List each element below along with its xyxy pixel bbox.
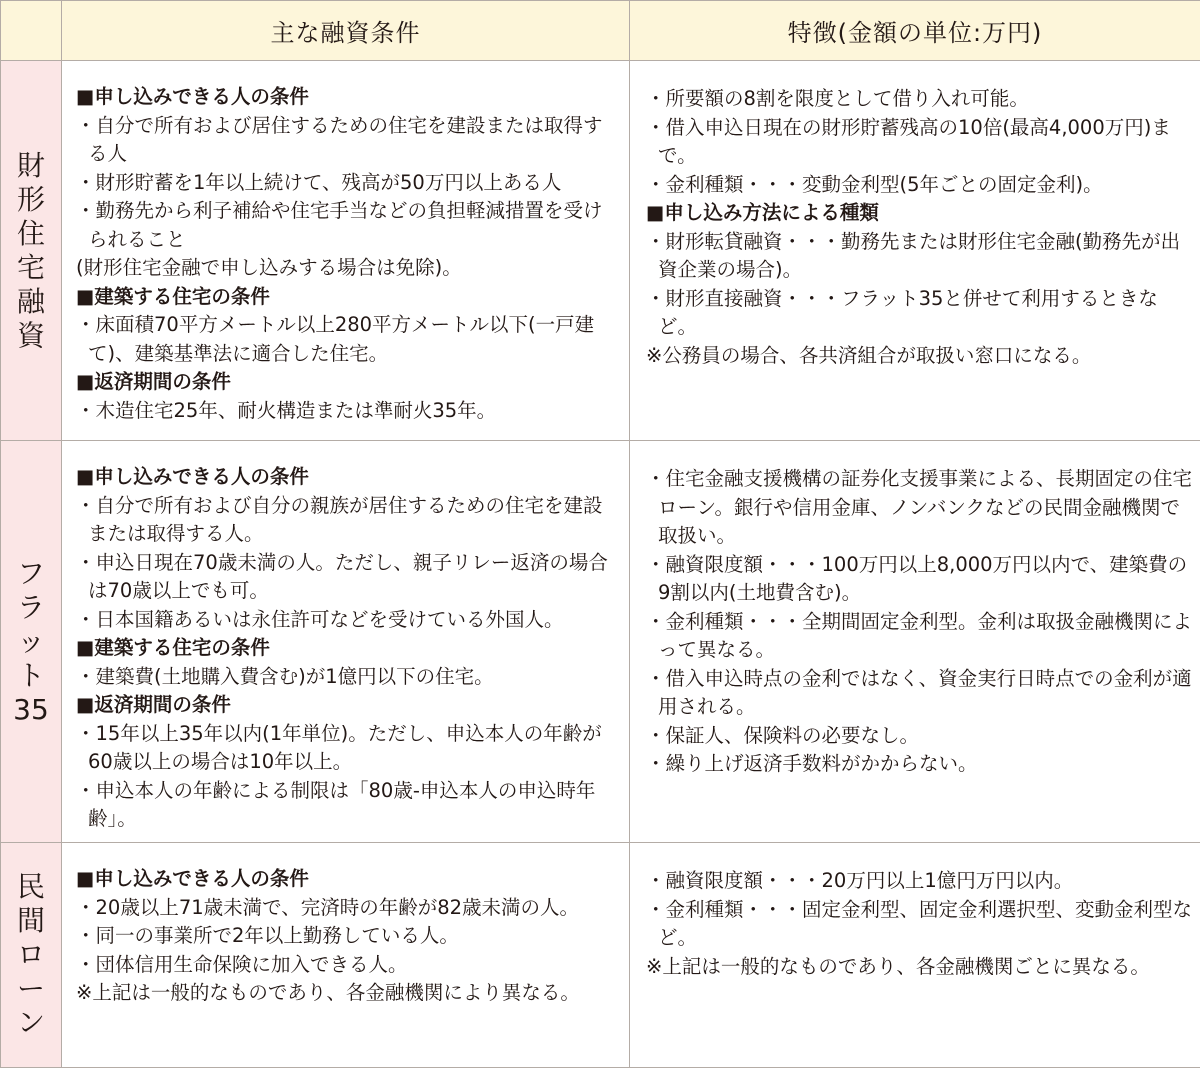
section-heading: ■建築する住宅の条件 (76, 634, 619, 663)
list-item: ・勤務先から利子補給や住宅手当などの負担軽減措置を受けられること (76, 197, 619, 254)
section-heading: ■返済期間の条件 (76, 368, 619, 397)
list-item: ・金利種類・・・変動金利型(5年ごとの固定金利)。 (646, 171, 1192, 200)
list-item: ・借入申込日現在の財形貯蓄残高の10倍(最高4,000万円)まで。 (646, 114, 1192, 171)
conditions-cell (62, 61, 630, 441)
list-item: ・20歳以上71歳未満で、完済時の年齢が82歳未満の人。 (76, 894, 619, 923)
note-text: ※上記は一般的なものであり、各金融機関ごとに異なる。 (646, 953, 1192, 982)
list-item: ・団体信用生命保険に加入できる人。 (76, 951, 619, 980)
list-item: ・金利種類・・・固定金利型、固定金利選択型、変動金利型など。 (646, 896, 1192, 953)
features-cell (630, 61, 1200, 441)
list-item: ・申込本人の年齢による制限は「80歳-申込本人の申込時年齢」。 (76, 777, 619, 834)
list-item: ・繰り上げ返済手数料がかからない。 (646, 750, 1192, 779)
section-heading: ■申し込み方法による種類 (646, 199, 1192, 228)
list-item: ・住宅金融支援機構の証券化支援事業による、長期固定の住宅ローン。銀行や信用金庫、ノンバンクなどの民間金融機関で取扱い。 (646, 465, 1192, 551)
note-text: ※上記は一般的なものであり、各金融機関により異なる。 (76, 979, 619, 1008)
list-item: ・融資限度額・・・100万円以上8,000万円以内で、建築費の9割以内(土地費含む)。 (646, 551, 1192, 608)
row-private-loan (1, 843, 1200, 1068)
row-label-cell (1, 61, 62, 441)
section-heading: ■申し込みできる人の条件 (76, 865, 619, 894)
list-item: ・木造住宅25年、耐火構造または準耐火35年。 (76, 397, 619, 426)
list-item: ・保証人、保険料の必要なし。 (646, 722, 1192, 751)
header-row (1, 1, 1200, 61)
list-item: ・建築費(土地購入費含む)が1億円以下の住宅。 (76, 663, 619, 692)
header-conditions: 主な融資条件 (62, 1, 630, 61)
list-item: ・所要額の8割を限度として借り入れ可能。 (646, 85, 1192, 114)
row-label: フラット35 (11, 557, 51, 727)
list-item: ・金利種類・・・全期間固定金利型。金利は取扱金融機関によって異なる。 (646, 608, 1192, 665)
list-item: ・床面積70平方メートル以上280平方メートル以下(一戸建て)、建築基準法に適合した住宅。 (76, 311, 619, 368)
header-corner-cell (1, 1, 62, 61)
features-cell (630, 843, 1200, 1068)
list-item: ・財形直接融資・・・フラット35と併せて利用するときなど。 (646, 285, 1192, 342)
features-cell (630, 441, 1200, 843)
row-flat35 (1, 441, 1200, 843)
section-heading: ■建築する住宅の条件 (76, 283, 619, 312)
conditions-cell (62, 441, 630, 843)
list-item: ・財形転貸融資・・・勤務先または財形住宅金融(勤務先が出資企業の場合)。 (646, 228, 1192, 285)
list-item: ・日本国籍あるいは永住許可などを受けている外国人。 (76, 606, 619, 635)
list-item: ・15年以上35年以内(1年単位)。ただし、申込本人の年齢が60歳以上の場合は10年以上。 (76, 720, 619, 777)
list-item: ・自分で所有および居住するための住宅を建設または取得する人 (76, 112, 619, 169)
list-item: ・自分で所有および自分の親族が居住するための住宅を建設または取得する人。 (76, 492, 619, 549)
row-label: 財形住宅融資 (16, 149, 46, 353)
section-heading: ■返済期間の条件 (76, 691, 619, 720)
row-label-cell (1, 441, 62, 843)
note-text: ※公務員の場合、各共済組合が取扱い窓口になる。 (646, 342, 1192, 371)
list-item: ・申込日現在70歳未満の人。ただし、親子リレー返済の場合は70歳以上でも可。 (76, 549, 619, 606)
list-item: (財形住宅金融で申し込みする場合は免除)。 (76, 254, 619, 283)
section-heading: ■申し込みできる人の条件 (76, 83, 619, 112)
header-features: 特徴(金額の単位:万円) (630, 1, 1200, 61)
row-zaikei-housing-loan (1, 61, 1200, 441)
section-heading: ■申し込みできる人の条件 (76, 463, 619, 492)
list-item: ・融資限度額・・・20万円以上1億円万円以内。 (646, 867, 1192, 896)
list-item: ・財形貯蓄を1年以上続けて、残高が50万円以上ある人 (76, 169, 619, 198)
row-label-cell (1, 843, 62, 1068)
list-item: ・借入申込時点の金利ではなく、資金実行日時点での金利が適用される。 (646, 665, 1192, 722)
conditions-cell (62, 843, 630, 1068)
list-item: ・同一の事業所で2年以上勤務している人。 (76, 922, 619, 951)
row-label: 民間ローン (16, 870, 46, 1040)
